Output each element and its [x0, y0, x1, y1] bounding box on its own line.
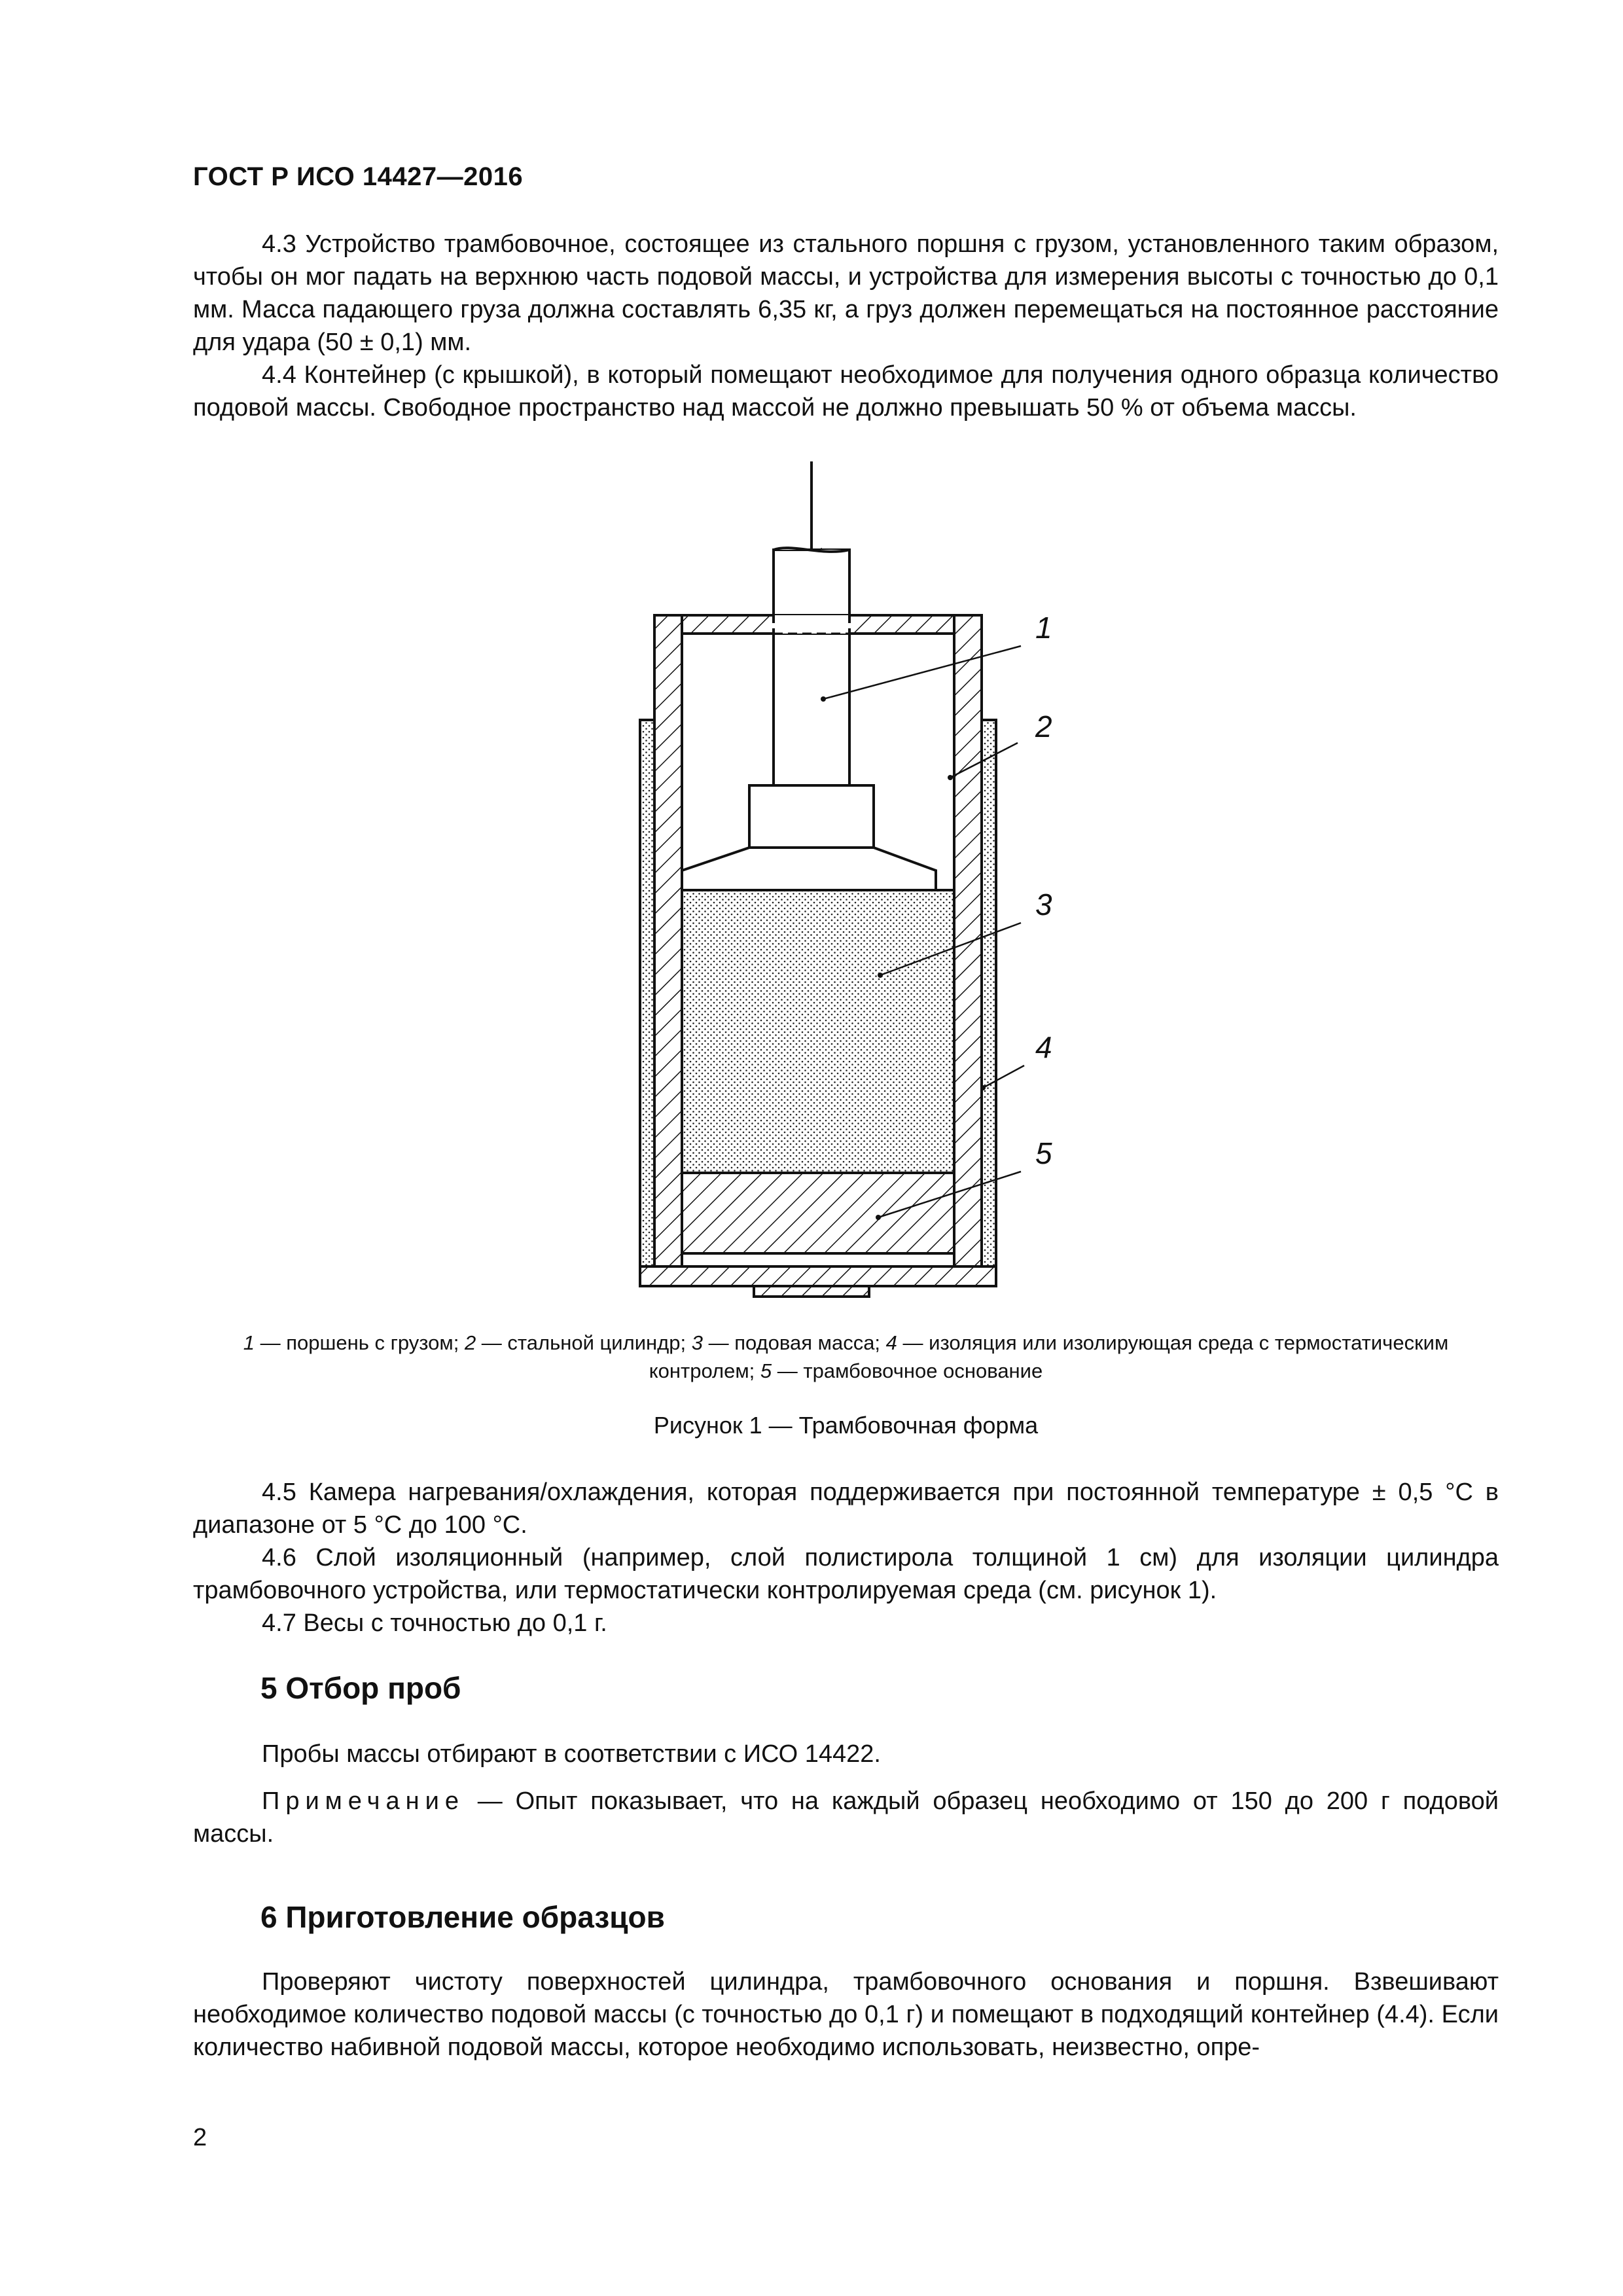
- piston-head: [682, 848, 936, 890]
- piston-weight: [749, 785, 874, 848]
- clauses-top: [193, 228, 1499, 424]
- figure-label-5: 5: [1035, 1136, 1052, 1170]
- clause-4-4: 4.4 Контейнер (с крышкой), в который помещают необходимое для получения одного образца количество подовой массы. Свободное пространство над массой не должно превышать 50 % от объема массы.: [193, 361, 1499, 422]
- steel-cylinder-left-wall: [654, 615, 682, 1266]
- note-label: Примечание: [262, 1787, 465, 1815]
- bottom-plate: [640, 1266, 996, 1286]
- clause-4-7: 4.7 Весы с точностью до 0,1 г.: [262, 1609, 607, 1637]
- piston-rod: [774, 550, 849, 798]
- section-5-paragraph: Пробы массы отбирают в соответствии с ИСО 14422.: [262, 1740, 881, 1768]
- tamping-base: [682, 1173, 954, 1253]
- figure-label-2: 2: [1035, 709, 1052, 744]
- section-6-heading: 6 Приготовление образцов: [260, 1900, 665, 1934]
- legend-text-5: трамбовочное основание: [803, 1359, 1043, 1382]
- section-5-body: [193, 1738, 1499, 1850]
- clause-4-5: 4.5 Камера нагревания/охлаждения, которая поддерживается при постоянной температуре ± 0,5 °С в диапазоне от 5 °С до 100 °С.: [193, 1479, 1499, 1539]
- figure-label-4: 4: [1035, 1030, 1052, 1064]
- section-6-body: [193, 1965, 1499, 2064]
- legend-num-5: 5: [760, 1359, 772, 1382]
- legend-num-2: 2: [464, 1331, 476, 1354]
- figure-tamping-mould: [622, 458, 1080, 1325]
- clauses-mid: [193, 1476, 1499, 1640]
- legend-text-4: изоляция или изолирующая среда с термостатическим контролем;: [649, 1331, 1449, 1382]
- figure-legend: 1 — поршень с грузом; 2 — стальной цилиндр; 3 — подовая масса; 4 — изоляция или изолирующая среда с термостатическим контролем; 5 — трамбовочное основание: [243, 1331, 1449, 1382]
- legend-num-3: 3: [691, 1331, 703, 1354]
- tamping-mould-drawing: [622, 458, 1080, 1325]
- section-5-note: [193, 1785, 1499, 1850]
- legend-num-1: 1: [243, 1331, 255, 1354]
- figure-caption: Рисунок 1 — Трамбовочная форма: [653, 1412, 1039, 1439]
- page-number: 2: [193, 2124, 207, 2151]
- section-5-heading: 5 Отбор проб: [260, 1671, 461, 1705]
- section-6-paragraph: Проверяют чистоту поверхностей цилиндра, трамбовочного основания и поршня. Взвешивают необходимое количество подовой массы (с точностью до 0,1 г) и помещают в подходящий контейнер (4.4). Если количество набивной подовой массы, которое необходимо использовать, неизвестно, опре-: [193, 1968, 1499, 2061]
- legend-num-4: 4: [885, 1331, 897, 1354]
- ramming-mass: [682, 890, 954, 1173]
- steel-cylinder-right-wall: [954, 615, 982, 1266]
- clause-4-3: 4.3 Устройство трамбовочное, состоящее из стального поршня с грузом, установленного таким образом, чтобы он мог падать на верхнюю часть подовой массы, и устройства для измерения высоты с точностью до 0,1 мм. Масса падающего груза должна составлять 6,35 кг, а груз должен перемещаться на постоянное расстояние для удара (50 ± 0,1) мм.: [193, 230, 1499, 356]
- legend-text-3: подовая масса;: [734, 1331, 881, 1354]
- clause-4-6: 4.6 Слой изоляционный (например, слой полистирола толщиной 1 см) для изоляции цилиндра трамбовочного устройства, или термостатически контролируемая среда (см. рисунок 1).: [193, 1544, 1499, 1604]
- legend-text-2: стальной цилиндр;: [507, 1331, 687, 1354]
- figure-label-1: 1: [1035, 611, 1052, 645]
- legend-text-1: поршень с грузом;: [286, 1331, 459, 1354]
- figure-label-3: 3: [1035, 888, 1052, 922]
- note-text: — Опыт показывает, что на каждый образец необходимо от 150 до 200 г подовой массы.: [193, 1787, 1499, 1848]
- base-foot: [754, 1286, 869, 1297]
- document-header: ГОСТ Р ИСО 14427—2016: [193, 162, 524, 191]
